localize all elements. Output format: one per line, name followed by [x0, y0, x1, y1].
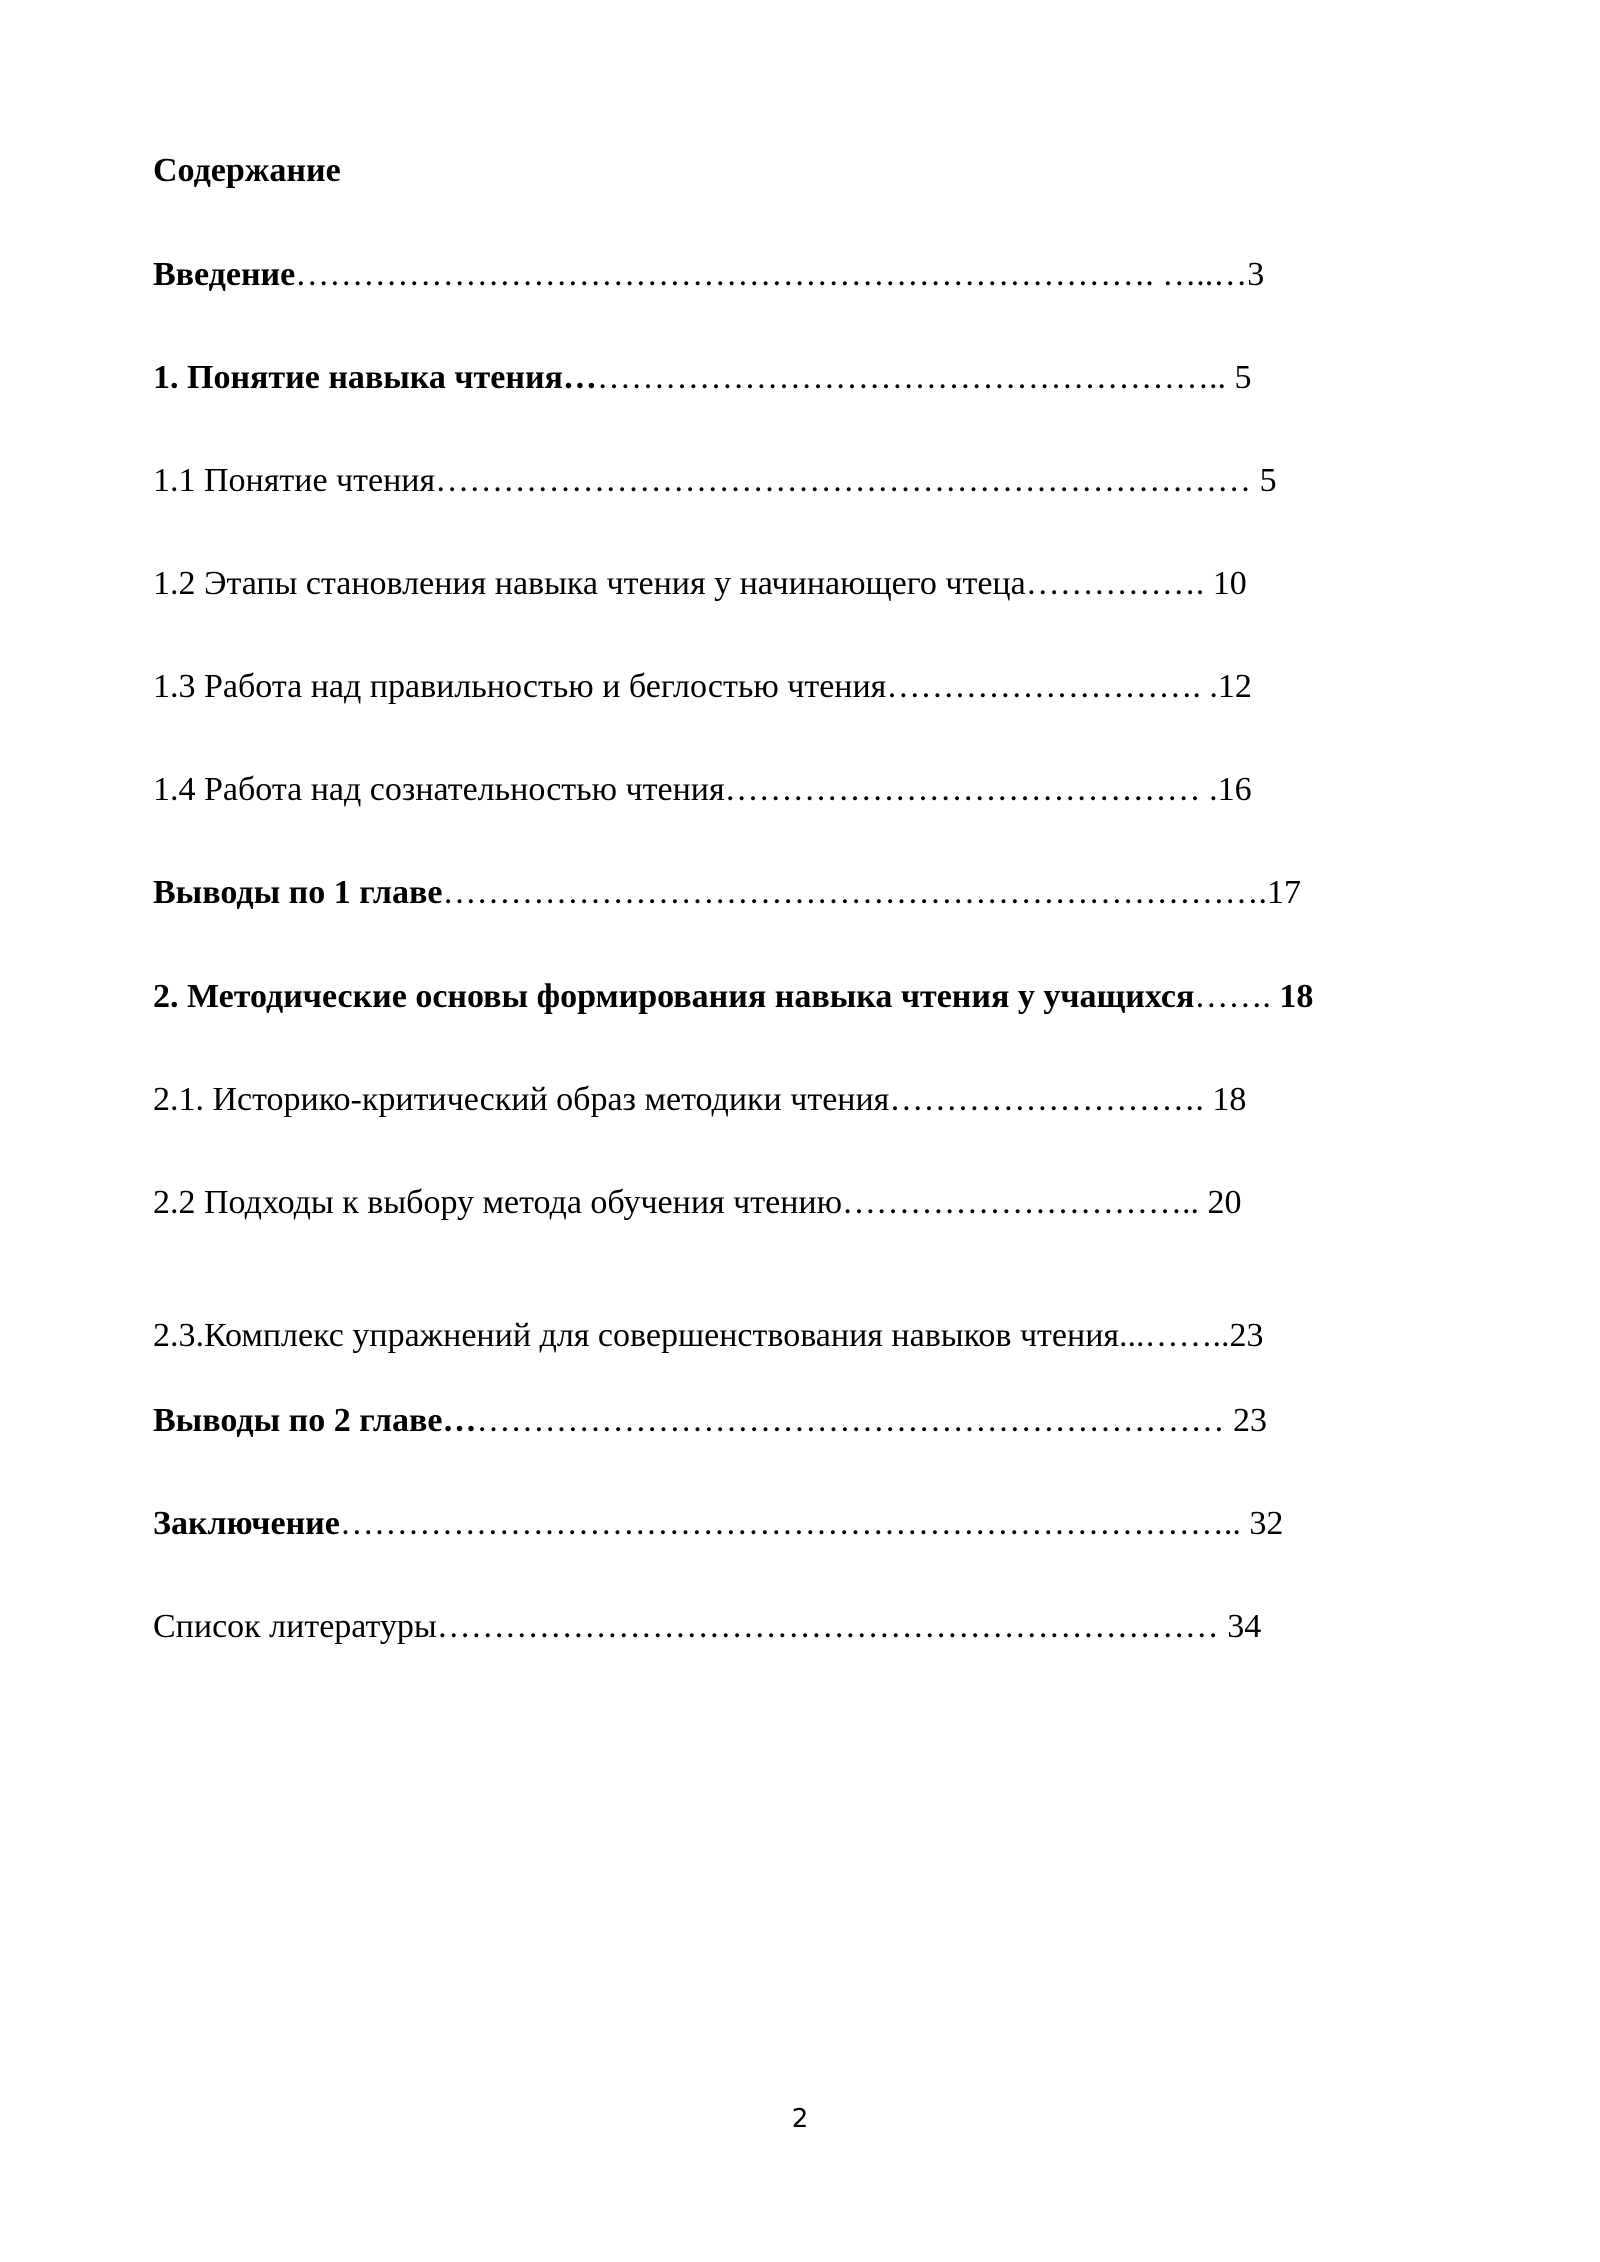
toc-entry-page-number: 16: [1217, 771, 1252, 808]
toc-entry-dots: ………………………………………………..: [596, 359, 1235, 396]
toc-entry-dots: ……………………………………………………………: [436, 1608, 1228, 1645]
toc-entry-page-number: 12: [1217, 668, 1252, 705]
toc-entry: [153, 770, 1252, 810]
toc-entry-label: 1.3 Работа над правильностью и беглостью чтения: [153, 668, 887, 705]
toc-entry-label: Выводы по 2 главе…: [153, 1402, 477, 1439]
toc-entry-label: Заключение: [153, 1505, 340, 1542]
toc-entry: [153, 1607, 1261, 1647]
toc-entry-page-number: 17: [1266, 874, 1301, 911]
toc-entry-page-number: 5: [1234, 359, 1252, 396]
toc-entry-page-number: 18: [1279, 978, 1314, 1015]
toc-entry-label: 2.2 Подходы к выбору метода обучения чтению: [153, 1184, 842, 1221]
toc-entry-label: 1. Понятие навыка чтения…: [153, 359, 597, 396]
toc-entry: [153, 667, 1252, 707]
page-number: 2: [791, 2104, 809, 2134]
toc-entry-page-number: 3: [1247, 256, 1265, 293]
toc-entry-dots: …………………………..: [842, 1184, 1208, 1221]
toc-entry-dots: ………………………. .: [886, 668, 1218, 705]
page-title: Содержание: [153, 152, 341, 189]
toc-entry: [153, 255, 1264, 295]
toc-entry-dots: …………………………………………………………………. …..…: [295, 256, 1248, 293]
toc-entry-label: 2.3.Комплекс упражнений для совершенствования навыков чтения: [153, 1317, 1120, 1354]
toc-entry: [153, 1080, 1246, 1120]
toc-entry-dots: ……………………………………………………………………..: [339, 1505, 1250, 1542]
toc-entry: [153, 1183, 1242, 1223]
toc-entry: [153, 358, 1251, 398]
toc-entry-page-number: 23: [1232, 1402, 1267, 1439]
toc-entry-page-number: 34: [1227, 1608, 1262, 1645]
toc-entry-label: 2. Методические основы формирования навыка чтения у учащихся: [153, 978, 1195, 1015]
toc-entry-dots: …………………………………… .: [724, 771, 1218, 808]
toc-entry-dots: …………………………………………………………: [476, 1402, 1233, 1439]
toc-entry: [153, 564, 1247, 604]
toc-entry-dots: …….: [1194, 978, 1280, 1015]
toc-entry: [153, 1316, 1264, 1356]
toc-entry-dots: ……………………….: [889, 1081, 1213, 1118]
toc-entry-page-number: 10: [1212, 565, 1247, 602]
toc-entry-label: Выводы по 1 главе: [153, 874, 443, 911]
toc-entry: [153, 1504, 1283, 1544]
toc-entry-page-number: 5: [1259, 462, 1277, 499]
toc-entry-dots: …………….: [1025, 565, 1213, 602]
toc-entry: [153, 461, 1277, 501]
toc-entry-dots: ……………………………………………………………….: [442, 874, 1267, 911]
toc-entry-label: 1.2 Этапы становления навыка чтения у начинающего чтеца: [153, 565, 1026, 602]
toc-entry-label: 2.1. Историко-критический образ методики чтения: [153, 1081, 890, 1118]
toc-entry-label: 1.4 Работа над сознательностью чтения: [153, 771, 725, 808]
toc-entry-dots: ...……..: [1119, 1317, 1230, 1354]
toc-entry-label: Список литературы: [153, 1608, 437, 1645]
toc-entry-page-number: 18: [1212, 1081, 1247, 1118]
toc-entry-label: 1.1 Понятие чтения: [153, 462, 436, 499]
toc-entry-page-number: 23: [1229, 1317, 1264, 1354]
toc-entry-label: Введение: [153, 256, 296, 293]
toc-entry: [153, 1401, 1267, 1441]
toc-entry-dots: ………………………………………………………………: [435, 462, 1260, 499]
toc-entry-page-number: 20: [1207, 1184, 1242, 1221]
toc-entry: [153, 873, 1301, 913]
toc-entry-page-number: 32: [1249, 1505, 1284, 1542]
toc-entry: [153, 977, 1313, 1017]
